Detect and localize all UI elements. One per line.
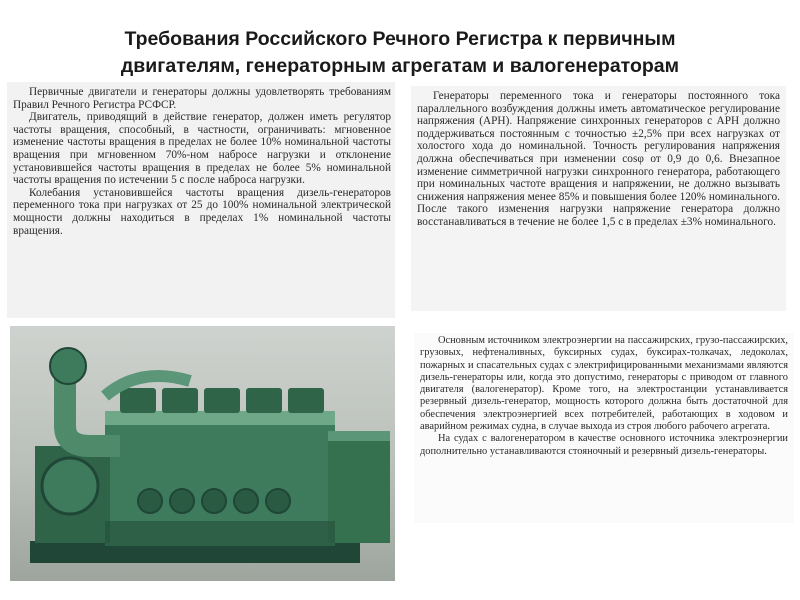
right-text-block	[411, 86, 786, 311]
cylinder-heads	[120, 388, 324, 413]
bottom-paragraph-1: Основным источником электроэнергии на пассажирских, грузо-пассажирских, грузовых, нефтеналивных, буксирных судах, буксирах-толкачах, ледоколах, пожарных и спасательных судах с электрифицированными механизмами являются дизель-генераторы или, когда это допустимо, генераторы с приводом от главного двигателя (валогенератор). Кроме того, на электростанции устанавливается резервный дизель-генератор, мощность которого должна быть достаточной для обеспечения электроэнергией всех потребителей, работающих в ходовом и аварийном режимах судна, в случае выхода из строя любого рабочего агрегата.	[420, 335, 788, 433]
bottom-text-block	[414, 333, 794, 523]
left-paragraph-1: Первичные двигатели и генераторы должны удовлетворять требованиям Правил Речного Регистра РСФСР.	[13, 86, 391, 111]
turbocharger	[50, 348, 86, 384]
left-text-block	[7, 82, 395, 318]
engine-block-top	[105, 411, 335, 425]
right-paragraph-1: Генераторы переменного тока и генераторы постоянного тока параллельного возбуждения должны иметь автоматическое регулирование напряжения (АРН). Напряжение синхронных генераторов с АРН должно поддерживаться постоянным с точностью ±2,5% при всех нагрузках от холостого хода до номинальной. Точность регулирования напряжения должна обеспечиваться при изменении cosφ от 0,9 до 0,6. Внезапное изменение симметричной нагрузки синхронного генератора, работающего при номинальных частоте вращения и напряжении, не должно вызывать снижения напряжения менее 85% и повышения более 120% номинального. После такого изменения нагрузки напряжение генератора должно восстанавливаться в течение не более 1,5 с в пределах ±3% номинального.	[417, 90, 780, 228]
generator-top	[328, 431, 390, 441]
diesel-generator-illustration	[10, 326, 395, 581]
slide-title-line-2: двигателям, генераторным агрегатам и валогенераторам	[120, 55, 680, 77]
slide-title	[0, 26, 800, 80]
left-paragraph-3: Колебания установившейся частоты вращения дизель-генераторов переменного тока при нагрузках от 25 до 100% номинальной электрической мощности должны находиться в пределах 1% номинальной частоты вращения.	[13, 186, 391, 237]
bottom-paragraph-2: На судах с валогенератором в качестве основного источника электроэнергии дополнительно устанавливаются стояночный и резервный дизель-генераторы.	[420, 433, 788, 457]
diesel-generator-photo	[10, 326, 395, 581]
generator-housing	[328, 431, 390, 543]
left-paragraph-2: Двигатель, приводящий в действие генератор, должен иметь регулятор частоты вращения, способный, в частности, ограничивать: мгновенное изменение частоты вращения в пределах не более 10% номинальной частоты вращения при мгновенном 70%-ном набросе нагрузки и отклонение установившейся частоты вращения в пределах не более 5% номинальной частоты вращения по истечении 5 с после наброса нагрузки.	[13, 111, 391, 187]
slide-title-line-1: Требования Российского Речного Регистра к первичным	[124, 28, 676, 50]
pulley	[42, 458, 98, 514]
